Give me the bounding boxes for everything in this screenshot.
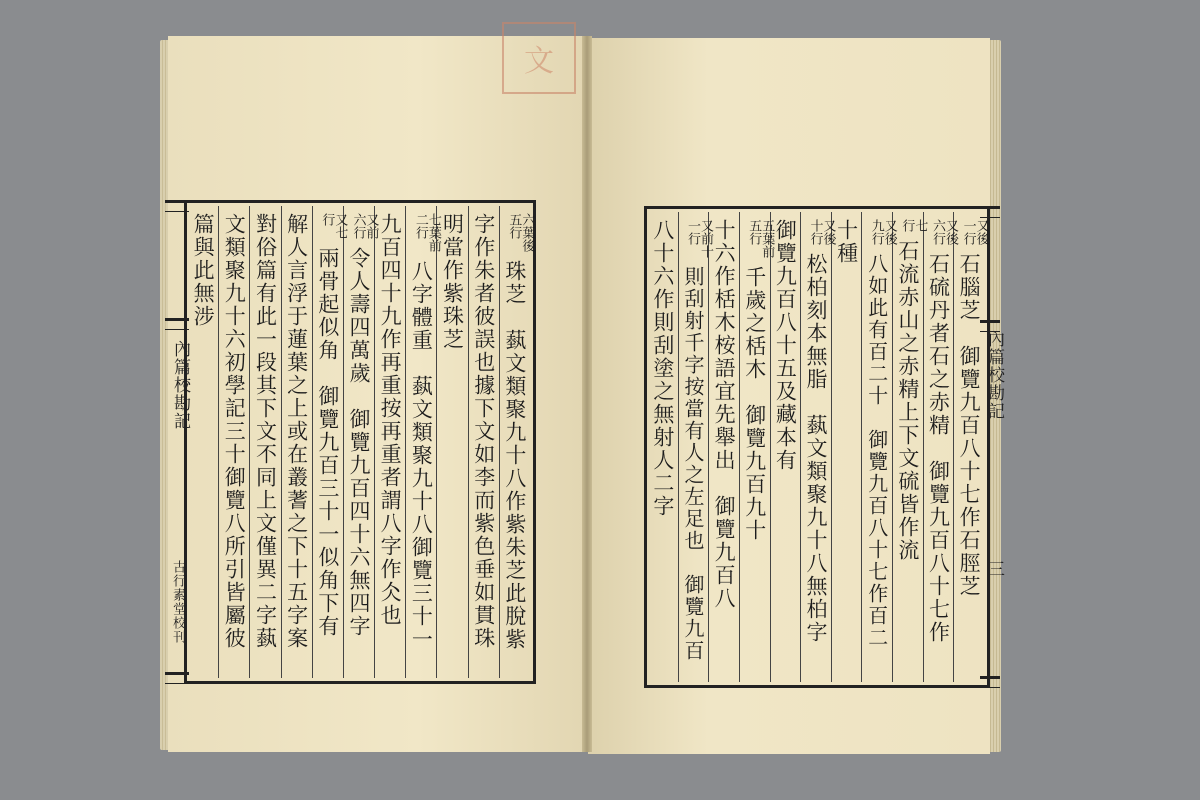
column-text: 令人壽四萬歲 御覽九百四十六無四字 bbox=[347, 247, 371, 638]
column-text: 對俗篇有此一段其下文不同上文僅異二字蓺 bbox=[253, 213, 278, 650]
column-text: 八十六作則刮塗之無射人二字 bbox=[650, 219, 675, 518]
seal-glyph: 文 bbox=[524, 44, 554, 79]
book-gutter bbox=[582, 36, 592, 752]
column-text: 松柏刻本無脂 蓺文類聚九十八無柏字 bbox=[804, 253, 828, 644]
column-rule bbox=[708, 212, 709, 682]
column-note: 又後九行 bbox=[868, 219, 897, 245]
column-text: 石腦芝 御覽九百八十七作石脛芝 bbox=[957, 253, 982, 598]
column-note: 又前十一行 bbox=[684, 219, 713, 258]
column-rule bbox=[831, 212, 832, 682]
left-margin-title: 內篇校勘記 bbox=[170, 340, 190, 430]
column-text: 則刮射千字按當有人之左足也 御覽九百 bbox=[680, 266, 705, 662]
column-rule bbox=[468, 206, 469, 678]
column-rule bbox=[861, 212, 862, 682]
column-rule bbox=[770, 212, 771, 682]
column-note: 又七行 bbox=[319, 213, 348, 239]
column-rule bbox=[499, 206, 500, 678]
column-rule bbox=[281, 206, 282, 678]
column-note: 六葉後五行 bbox=[506, 213, 535, 252]
column-note: 又後一行 bbox=[960, 219, 989, 245]
right-margin-title: 內篇校勘記 bbox=[984, 330, 1004, 420]
column-note: 七葉前二行 bbox=[412, 213, 441, 252]
column-rule bbox=[405, 206, 406, 678]
column-text: 九百四十九作再重按再重者謂八字作仌也 bbox=[378, 213, 403, 627]
column-text: 八如此有百二十 御覽九百八十七作百二 bbox=[864, 253, 889, 649]
column-rule bbox=[312, 206, 313, 678]
column-text: 明當作紫珠芝 bbox=[440, 213, 465, 351]
column-note: 又前六行 bbox=[350, 213, 379, 239]
column-rule bbox=[892, 212, 893, 682]
column-text: 八字體重 蓺文類聚九十八御覽三十一 bbox=[409, 260, 434, 651]
column-rule bbox=[218, 206, 219, 678]
column-text: 珠芝 蓺文類聚九十八作紫朱芝此脫紫 bbox=[502, 260, 527, 651]
column-text: 篇與此無涉 bbox=[191, 213, 216, 328]
column-rule bbox=[436, 206, 437, 678]
column-rule bbox=[923, 212, 924, 682]
left-margin-footer: 古行素堂校刊 bbox=[170, 560, 185, 644]
column-rule bbox=[800, 212, 801, 682]
column-rule bbox=[374, 206, 375, 678]
collector-seal bbox=[502, 22, 576, 94]
right-margin-page: 三 bbox=[984, 560, 1004, 578]
column-rule bbox=[953, 212, 954, 682]
column-text: 兩骨起似角 御覽九百三十一似角下有 bbox=[315, 247, 340, 638]
column-rule bbox=[678, 212, 679, 682]
column-rule bbox=[739, 212, 740, 682]
column-text: 千歲之栝木 御覽九百九十 bbox=[742, 266, 767, 542]
column-text: 十六作栝木桉語宜先舉出 御覽九百八 bbox=[712, 219, 737, 610]
column-note: 五葉前五行 bbox=[746, 219, 775, 258]
column-text: 石硫丹者石之赤精 御覽九百八十七作 bbox=[926, 253, 951, 644]
column-text: 字作朱者彼誤也據下文如李而紫色垂如貫珠 bbox=[471, 213, 496, 650]
column-note: 七行 bbox=[899, 219, 928, 232]
column-note: 又後十行 bbox=[807, 219, 836, 245]
column-rule bbox=[249, 206, 250, 678]
column-text: 十種 bbox=[834, 219, 859, 265]
column-text: 御覽九百八十五及藏本有 bbox=[773, 219, 798, 472]
column-text: 解人言浮于蓮葉之上或在叢蓍之下十五字案 bbox=[284, 213, 309, 650]
column-text: 文類聚九十六初學記三十御覽八所引皆屬彼 bbox=[222, 213, 247, 650]
column-note: 又後六行 bbox=[930, 219, 959, 245]
column-rule bbox=[343, 206, 344, 678]
column-text: 石流赤山之赤精上下文硫皆作流 bbox=[895, 240, 920, 562]
